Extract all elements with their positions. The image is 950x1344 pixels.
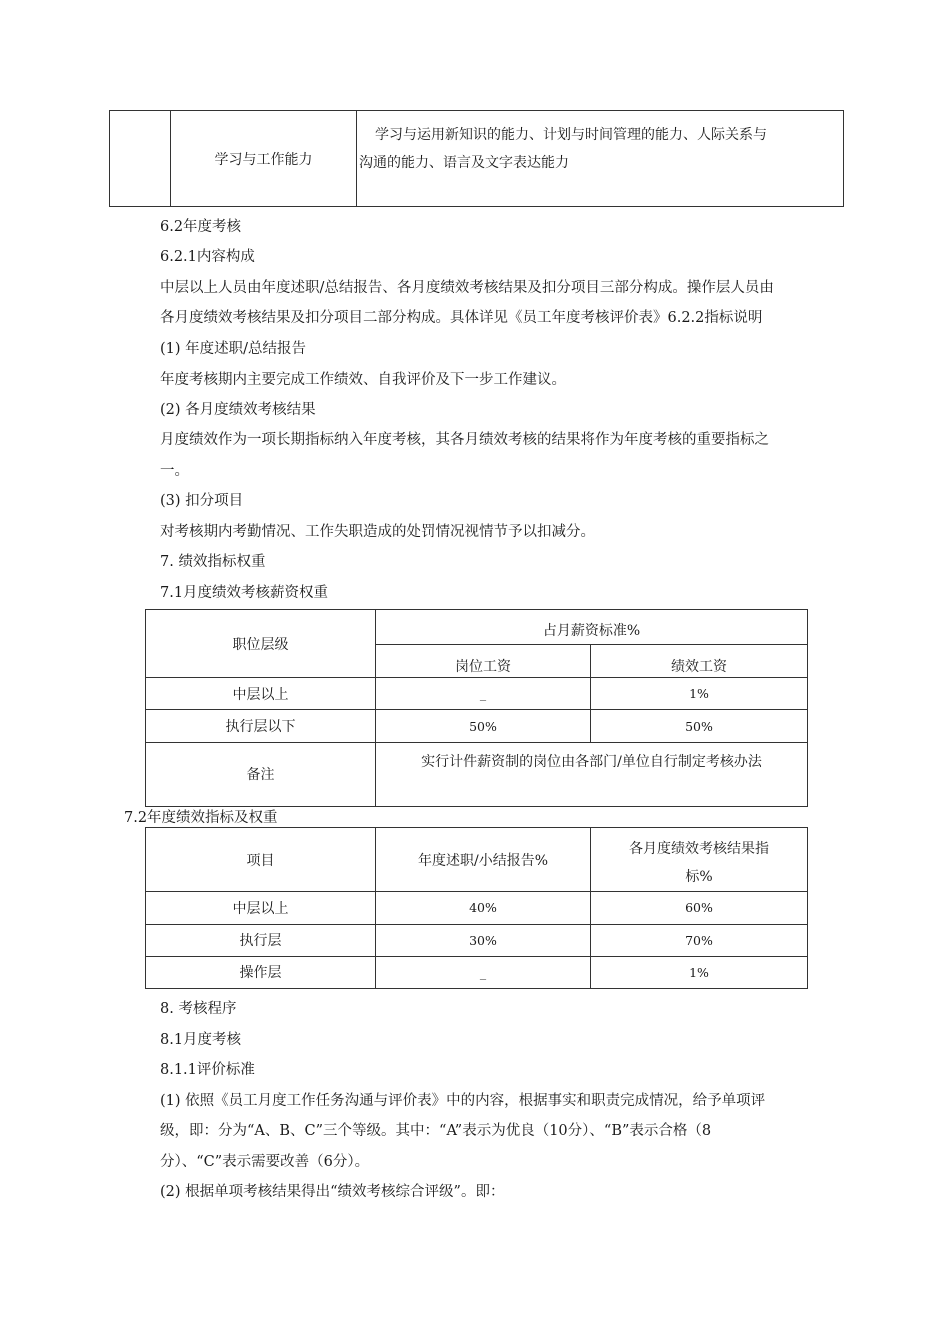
table2-row-1-report: 40% <box>376 892 591 924</box>
heading-6-2-1: 6.2.1内容构成 <box>160 249 255 265</box>
table2-header-monthly: 各月度绩效考核结果指 标% <box>591 828 808 892</box>
table-row <box>146 892 808 924</box>
annual-weight-table <box>145 827 808 989</box>
table2-row-2-label: 执行层 <box>146 924 376 956</box>
table2-row-3-report: _ <box>376 956 591 988</box>
ability-table-empty-cell <box>110 111 171 207</box>
item-3-text: 对考核期内考勤情况、工作失职造成的处罚情况视情节予以扣减分。 <box>160 524 595 540</box>
paragraph-6-2-1-line-1: 中层以上人员由年度述职/总结报告、各月度绩效考核结果及扣分项目三部分构成。操作层人员由 <box>160 280 774 296</box>
paragraph-8-1-1-line-3: 分）、“C”表示需要改善（6分）。 <box>160 1154 370 1170</box>
salary-weight-table <box>145 609 808 807</box>
table1-note-text: 实行计件薪资制的岗位由各部门/单位自行制定考核办法 <box>376 742 808 806</box>
table2-row-3-label: 操作层 <box>146 956 376 988</box>
table-row <box>146 710 808 742</box>
table1-header-group: 占月薪资标准% <box>376 610 808 645</box>
item-3-heading: (3) 扣分项目 <box>160 493 244 509</box>
table2-row-2-report: 30% <box>376 924 591 956</box>
table2-row-1-monthly: 60% <box>591 892 808 924</box>
table1-row-1-post: _ <box>376 678 591 710</box>
paragraph-8-1-1-line-2: 级，即：分为“A、B、C”三个等级。其中：“A”表示为优良（10分）、“B”表示合格（8 <box>160 1123 712 1139</box>
heading-8: 8. 考核程序 <box>160 1001 237 1017</box>
table2-row-3-monthly: 1% <box>591 956 808 988</box>
table-row <box>146 924 808 956</box>
item-2-text-line-2: 一。 <box>160 463 189 479</box>
paragraph-8-1-1-line-4: (2) 根据单项考核结果得出“绩效考核综合评级”。即： <box>160 1184 505 1200</box>
ability-table-category: 学习与工作能力 <box>171 111 357 207</box>
item-1-heading: (1) 年度述职/总结报告 <box>160 341 307 357</box>
table1-note-label: 备注 <box>146 742 376 806</box>
paragraph-8-1-1-line-1: (1) 依照《员工月度工作任务沟通与评价表》中的内容，根据事实和职责完成情况，给予单项评 <box>160 1093 766 1109</box>
heading-7: 7. 绩效指标权重 <box>160 554 266 570</box>
ability-table <box>109 110 844 207</box>
table-row <box>146 956 808 988</box>
table-row <box>146 678 808 710</box>
table1-row-2-label: 执行层以下 <box>146 710 376 742</box>
table1-row-1-label: 中层以上 <box>146 678 376 710</box>
table1-row-2-perf: 50% <box>591 710 808 742</box>
heading-6-2: 6.2年度考核 <box>160 219 242 235</box>
table1-header-level: 职位层级 <box>146 610 376 678</box>
item-2-heading: (2) 各月度绩效考核结果 <box>160 402 316 418</box>
table2-header-report: 年度述职/小结报告% <box>376 828 591 892</box>
heading-8-1: 8.1月度考核 <box>160 1032 242 1048</box>
ability-description-line-2: 沟通的能力、语言及文字表达能力 <box>359 155 569 171</box>
ability-description-line-1: 学习与运用新知识的能力、计划与时间管理的能力、人际关系与 <box>375 127 767 143</box>
heading-8-1-1: 8.1.1评价标准 <box>160 1062 255 1078</box>
table2-row-2-monthly: 70% <box>591 924 808 956</box>
heading-7-1: 7.1月度绩效考核薪资权重 <box>160 585 329 601</box>
paragraph-6-2-1-line-2: 各月度绩效考核结果及扣分项目二部分构成。具体详见《员工年度考核评价表》6.2.2指标说明 <box>160 310 763 326</box>
table1-header-post-salary: 岗位工资 <box>376 645 591 678</box>
item-1-text: 年度考核期内主要完成工作绩效、自我评价及下一步工作建议。 <box>160 372 566 388</box>
table2-row-1-label: 中层以上 <box>146 892 376 924</box>
table1-row-1-perf: 1% <box>591 678 808 710</box>
table1-header-perf-salary: 绩效工资 <box>591 645 808 678</box>
item-2-text-line-1: 月度绩效作为一项长期指标纳入年度考核，其各月绩效考核的结果将作为年度考核的重要指标之 <box>160 432 769 448</box>
table1-row-2-post: 50% <box>376 710 591 742</box>
table2-header-item: 项目 <box>146 828 376 892</box>
ability-table-description <box>357 111 844 207</box>
heading-7-2: 7.2年度绩效指标及权重 <box>124 810 278 826</box>
